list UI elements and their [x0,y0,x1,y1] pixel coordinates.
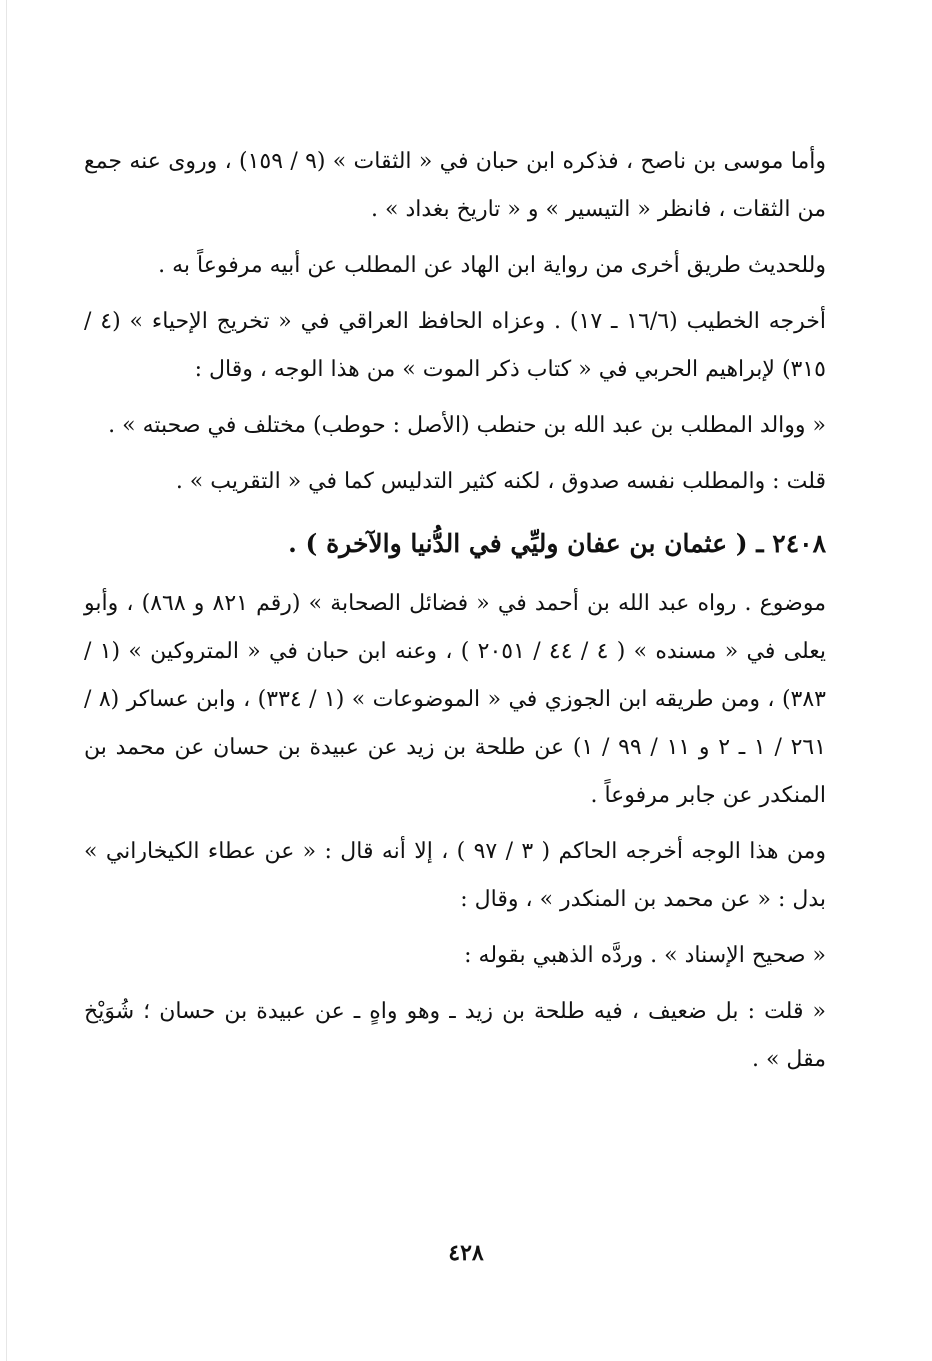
page-edge-line [6,0,7,1361]
paragraph-dhahabi-reply: « قلت : بل ضعيف ، فيه طلحة بن زيد ـ وهو واهٍ ـ عن عبيدة بن حسان ؛ شُوَيْخ مقل » . [84,999,826,1072]
paragraph-qultu-muttalib: قلت : والمطلب نفسه صدوق ، لكنه كثير التدليس كما في « التقريب » . [175,469,826,494]
paragraph-sahih-isnad: « صحيح الإسناد » . وردَّه الذهبي بقوله : [464,943,826,968]
hadith-heading-2408: ٢٤٠٨ ـ ( عثمان بن عفان وليِّي في الدُّنيا والآخرة ) . [288,529,826,558]
paragraph-another-route: وللحديث طريق أخرى من رواية ابن الهاد عن المطلب عن أبيه مرفوعاً به . [158,253,826,278]
paragraph-khatib-takhrij: أخرجه الخطيب (١٦/٦ ـ ١٧) . وعزاه الحافظ العراقي في « تخريج الإحياء » (٤ / ٣١٥) لإبراهيم الحربي في « كتاب ذكر الموت » من هذا الوجه ، وقال : [84,309,827,382]
paragraph-mawdu: موضوع . رواه عبد الله بن أحمد في « فضائل الصحابة » (رقم ٨٢١ و ٨٦٨) ، وأبو يعلى في « مسنده » ( ٤ / ٤٤ / ٢٠٥١ ) ، وعنه ابن حبان في « المتروكين » (١ / ٣٨٣) ، ومن طريقه ابن الجوزي في « الموضوعات » (١ / ٣٣٤) ، وابن عساكر (٨ / ٢٦١ / ١ ـ ٢ و ١١ / ٩٩ / ١) عن طلحة بن زيد عن عبيدة بن حسان عن محمد بن المنكدر عن جابر مرفوعاً . [84,591,827,808]
paragraph-hakim: ومن هذا الوجه أخرجه الحاكم ( ٣ / ٩٧ ) ، إلا أنه قال : « عن عطاء الكيخاراني » بدل : « عن محمد بن المنكدر » ، وقال : [84,839,826,912]
paragraph-quote-father-muttalib: « ووالد المطلب بن عبد الله بن حنطب (الأصل : حوطب) مختلف في صحبته » . [108,413,826,438]
page-number: ٤٢٨ [448,1240,484,1266]
paragraph-musa-ibn-nasih: وأما موسى بن ناصح ، فذكره ابن حبان في « الثقات » (٩ / ١٥٩) ، وروى عنه جمع من الثقات ، فانظر « التيسير » و « تاريخ بغداد » . [84,149,826,222]
text-column [84,138,826,1084]
